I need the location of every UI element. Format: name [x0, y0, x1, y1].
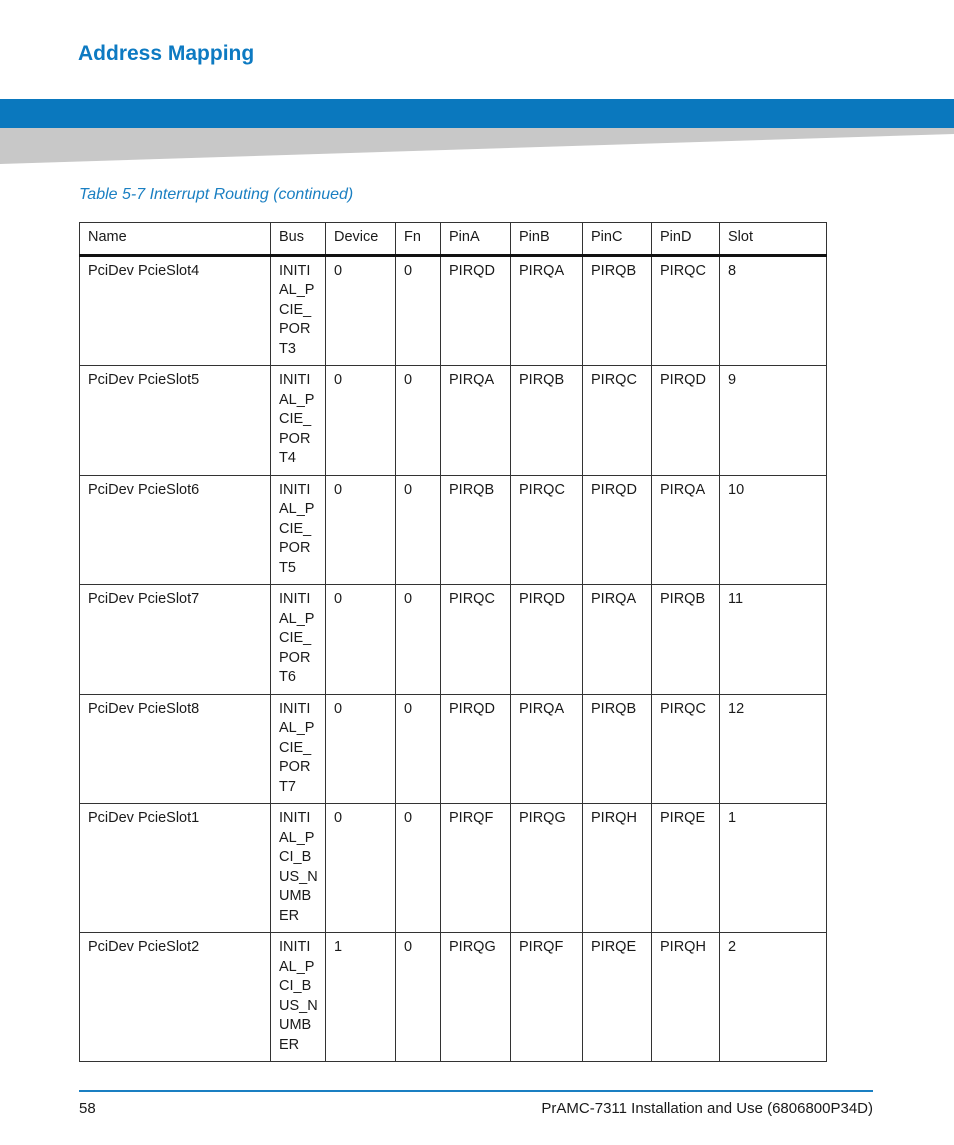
- column-header: Bus: [271, 223, 326, 256]
- table-cell: PciDev PcieSlot2: [80, 933, 271, 1062]
- table-cell: PIRQE: [652, 804, 720, 933]
- table-cell: PciDev PcieSlot6: [80, 475, 271, 585]
- interrupt-routing-table: [79, 222, 827, 1062]
- table-cell: PIRQD: [511, 585, 583, 695]
- table-cell: PIRQA: [511, 255, 583, 366]
- table-cell: 0: [396, 585, 441, 695]
- header-gray-swoosh: [0, 128, 954, 164]
- table-cell: INITIAL_PCI_BUS_NUMBER: [271, 933, 326, 1062]
- table-cell: INITIAL_PCI_BUS_NUMBER: [271, 804, 326, 933]
- table-cell: PIRQA: [652, 475, 720, 585]
- table-cell: 0: [326, 585, 396, 695]
- column-header: PinC: [583, 223, 652, 256]
- table-cell: PIRQC: [583, 366, 652, 476]
- column-header: Name: [80, 223, 271, 256]
- table-cell: PIRQF: [511, 933, 583, 1062]
- table-cell: PIRQB: [441, 475, 511, 585]
- table-cell: 0: [396, 694, 441, 804]
- table-cell: 0: [326, 255, 396, 366]
- column-header: Slot: [720, 223, 827, 256]
- table-cell: PIRQH: [583, 804, 652, 933]
- table-cell: INITIAL_PCIE_PORT4: [271, 366, 326, 476]
- table-cell: PIRQC: [441, 585, 511, 695]
- table-cell: PIRQF: [441, 804, 511, 933]
- table-row: [80, 366, 827, 476]
- table-cell: PIRQB: [511, 366, 583, 476]
- table-cell: PIRQC: [652, 694, 720, 804]
- table-cell: 8: [720, 255, 827, 366]
- table-cell: INITIAL_PCIE_PORT5: [271, 475, 326, 585]
- table-cell: PIRQB: [583, 255, 652, 366]
- table-cell: PIRQD: [441, 694, 511, 804]
- table-cell: 0: [396, 804, 441, 933]
- table-cell: 11: [720, 585, 827, 695]
- table-cell: PIRQD: [652, 366, 720, 476]
- table-cell: 12: [720, 694, 827, 804]
- table-cell: PIRQC: [511, 475, 583, 585]
- page-number: 58: [79, 1100, 96, 1117]
- table-cell: PciDev PcieSlot8: [80, 694, 271, 804]
- document-title: PrAMC-7311 Installation and Use (6806800P34D): [541, 1100, 873, 1117]
- table-cell: PIRQE: [583, 933, 652, 1062]
- table-cell: PIRQB: [583, 694, 652, 804]
- table-cell: 0: [326, 694, 396, 804]
- table-cell: INITIAL_PCIE_PORT6: [271, 585, 326, 695]
- table-cell: 2: [720, 933, 827, 1062]
- table-cell: PIRQA: [583, 585, 652, 695]
- table-body: [80, 255, 827, 1062]
- table-cell: PIRQD: [583, 475, 652, 585]
- table-cell: 1: [720, 804, 827, 933]
- table-cell: 0: [396, 366, 441, 476]
- header-blue-bar: [0, 99, 954, 128]
- table-cell: 0: [326, 475, 396, 585]
- table-caption: Table 5-7 Interrupt Routing (continued): [79, 186, 354, 203]
- footer-rule: [79, 1090, 873, 1092]
- table-row: [80, 255, 827, 366]
- column-header: Device: [326, 223, 396, 256]
- table-cell: PIRQG: [441, 933, 511, 1062]
- table-cell: PciDev PcieSlot7: [80, 585, 271, 695]
- table-row: [80, 804, 827, 933]
- table-cell: 9: [720, 366, 827, 476]
- table-cell: 0: [396, 255, 441, 366]
- table-row: [80, 694, 827, 804]
- table-cell: PIRQB: [652, 585, 720, 695]
- table-cell: PciDev PcieSlot4: [80, 255, 271, 366]
- section-title: Address Mapping: [78, 40, 258, 68]
- table-cell: PIRQD: [441, 255, 511, 366]
- table-row: [80, 933, 827, 1062]
- table-cell: PIRQA: [511, 694, 583, 804]
- table-cell: PIRQA: [441, 366, 511, 476]
- table-row: [80, 475, 827, 585]
- column-header: PinD: [652, 223, 720, 256]
- table-row: [80, 585, 827, 695]
- table-cell: PIRQG: [511, 804, 583, 933]
- table-header-row: [80, 223, 827, 256]
- table-cell: PIRQH: [652, 933, 720, 1062]
- table-cell: 0: [326, 366, 396, 476]
- column-header: PinA: [441, 223, 511, 256]
- table-cell: PciDev PcieSlot5: [80, 366, 271, 476]
- table-cell: 0: [326, 804, 396, 933]
- table-cell: PciDev PcieSlot1: [80, 804, 271, 933]
- table-cell: 0: [396, 475, 441, 585]
- table-cell: 10: [720, 475, 827, 585]
- column-header: Fn: [396, 223, 441, 256]
- table-cell: 1: [326, 933, 396, 1062]
- table-cell: PIRQC: [652, 255, 720, 366]
- table-cell: INITIAL_PCIE_PORT7: [271, 694, 326, 804]
- table-cell: 0: [396, 933, 441, 1062]
- table-cell: INITIAL_PCIE_PORT3: [271, 255, 326, 366]
- column-header: PinB: [511, 223, 583, 256]
